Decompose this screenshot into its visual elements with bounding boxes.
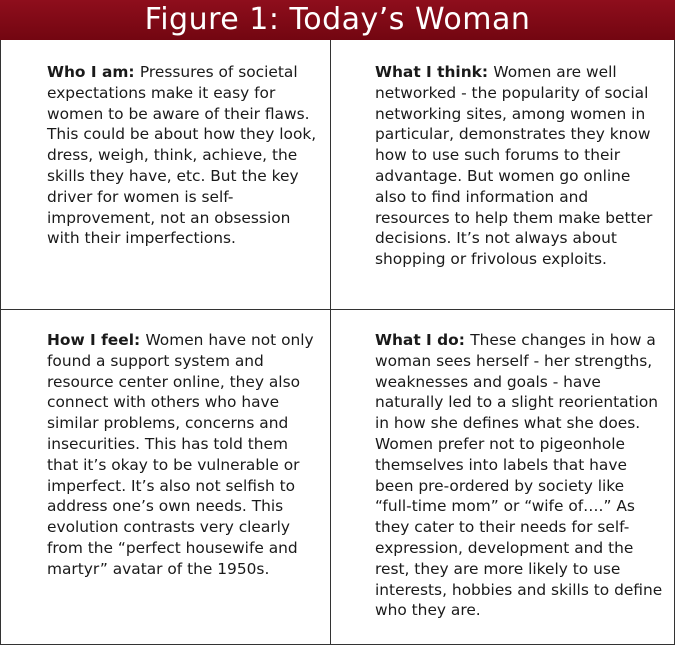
figure-title-bar [0,0,675,40]
cell-what-i-think [375,62,665,270]
horizontal-divider [1,309,674,310]
cell-what-i-do [375,330,665,621]
cell-text: Pressures of societal expectations make it easy for women to be aware of their flaws. This could be about how they look, dress, weigh, think, achieve, the skills they have, etc. But the key driver for women is self-improvement, not an obsession with their imperfections. [47,63,317,248]
cell-label: What I do: [375,331,471,349]
cell-label: How I feel: [47,331,146,349]
cell-text: Women are well networked - the popularity of social networking sites, among women in particular, demonstrates they know how to use such forums to their advantage. But women go online also to find information and resources to help them make better decisions. It’s not always about shopping or frivolous exploits. [375,63,653,269]
cell-label: Who I am: [47,63,140,81]
quadrant-grid [0,40,675,645]
figure-title: Figure 1: Today’s Woman [144,2,531,37]
cell-who-i-am [47,62,319,249]
cell-label: What I think: [375,63,494,81]
vertical-divider [330,40,331,644]
cell-how-i-feel [47,330,323,580]
cell-text: Women have not only found a support system and resource center online, they also connect with others who have similar problems, concerns and insecurities. This has told them that it’s okay to be vulnerable or imperfect. It’s also not selfish to address one’s own needs. This evolution contrasts very clearly from the “perfect housewife and martyr” avatar of the 1950s. [47,331,314,578]
cell-text: These changes in how a woman sees herself - her strengths, weaknesses and goals - have naturally led to a slight reorientation in how she defines what she does. Women prefer not to pigeonhole themselves into labels that have been pre-ordered by society like “full-time mom” or “wife of….” As they cater to their needs for self-expression, development and the rest, they are more likely to use interests, hobbies and skills to define who they are. [375,331,663,620]
